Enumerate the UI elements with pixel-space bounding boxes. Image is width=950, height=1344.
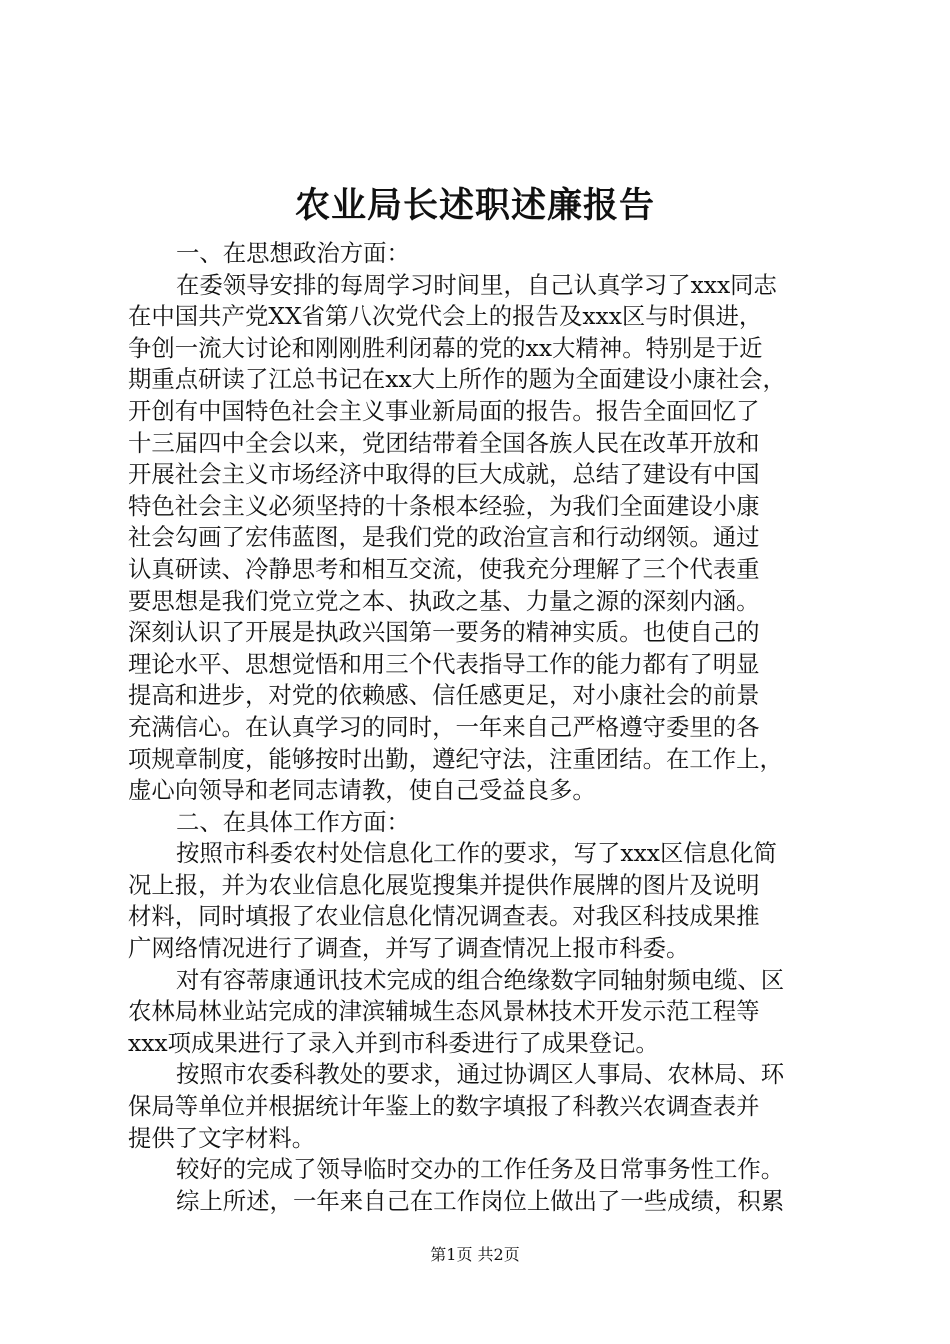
body-line: 开展社会主义市场经济中取得的巨大成就，总结了建设有中国 — [128, 460, 760, 489]
body-line: 要思想是我们党立党之本、执政之基、力量之源的深刻内涵。 — [128, 586, 760, 615]
body-line: 保局等单位并根据统计年鉴上的数字填报了科教兴农调查表并 — [128, 1092, 760, 1121]
body-line: 在中国共产党XX省第八次党代会上的报告及xxx区与时俱进， — [128, 302, 763, 331]
document-body — [128, 238, 840, 1217]
body-line: 十三届四中全会以来，党团结带着全国各族人民在改革开放和 — [128, 428, 760, 457]
body-line: 深刻认识了开展是执政兴国第一要务的精神实质。也使自己的 — [128, 618, 760, 647]
body-line: 在委领导安排的每周学习时间里，自己认真学习了xxx同志 — [176, 270, 777, 299]
body-line: 综上所述，一年来自己在工作岗位上做出了一些成绩，积累 — [176, 1186, 785, 1215]
body-line: 开创有中国特色社会主义事业新局面的报告。报告全面回忆了 — [128, 396, 760, 425]
body-line: 按照市科委农村处信息化工作的要求，写了xxx区信息化简 — [176, 839, 777, 868]
body-line: 社会勾画了宏伟蓝图，是我们党的政治宣言和行动纲领。通过 — [128, 523, 760, 552]
body-line: 虚心向领导和老同志请教，使自己受益良多。 — [128, 776, 596, 805]
body-line: 对有容蒂康通讯技术完成的组合绝缘数字同轴射频电缆、区 — [176, 965, 785, 994]
body-line: 提供了文字材料。 — [128, 1123, 316, 1152]
body-line: 理论水平、思想觉悟和用三个代表指导工作的能力都有了明显 — [128, 649, 760, 678]
section-heading: 二、在具体工作方面： — [176, 807, 410, 836]
body-line: 特色社会主义必须坚持的十条根本经验，为我们全面建设小康 — [128, 491, 760, 520]
body-line: xxx项成果进行了录入并到市科委进行了成果登记。 — [128, 1028, 659, 1057]
body-line: 广网络情况进行了调查，并写了调查情况上报市科委。 — [128, 934, 690, 963]
body-line: 按照市农委科教处的要求，通过协调区人事局、农林局、环 — [176, 1060, 785, 1089]
body-line: 期重点研读了江总书记在xx大上所作的题为全面建设小康社会， — [128, 365, 786, 394]
document-title: 农业局长述职述廉报告 — [294, 185, 655, 226]
body-line: 农林局林业站完成的津滨辅城生态风景林技术开发示范工程等 — [128, 997, 760, 1026]
section-heading: 一、在思想政治方面： — [176, 239, 410, 267]
body-line: 提高和进步，对党的依赖感、信任感更足，对小康社会的前景 — [128, 681, 760, 710]
body-line: 争创一流大讨论和刚刚胜利闭幕的党的xx大精神。特别是于近 — [128, 333, 763, 362]
body-line: 充满信心。在认真学习的同时，一年来自己严格遵守委里的各 — [128, 712, 760, 741]
body-line: 况上报，并为农业信息化展览搜集并提供作展牌的图片及说明 — [128, 870, 760, 899]
page-number: 第1页 共2页 — [430, 1245, 520, 1264]
body-line: 材料，同时填报了农业信息化情况调查表。对我区科技成果推 — [128, 902, 760, 931]
body-line: 较好的完成了领导临时交办的工作任务及日常事务性工作。 — [176, 1155, 785, 1184]
body-line: 项规章制度，能够按时出勤，遵纪守法，注重团结。在工作上， — [128, 744, 783, 773]
body-line: 认真研读、冷静思考和相互交流，使我充分理解了三个代表重 — [128, 554, 760, 583]
